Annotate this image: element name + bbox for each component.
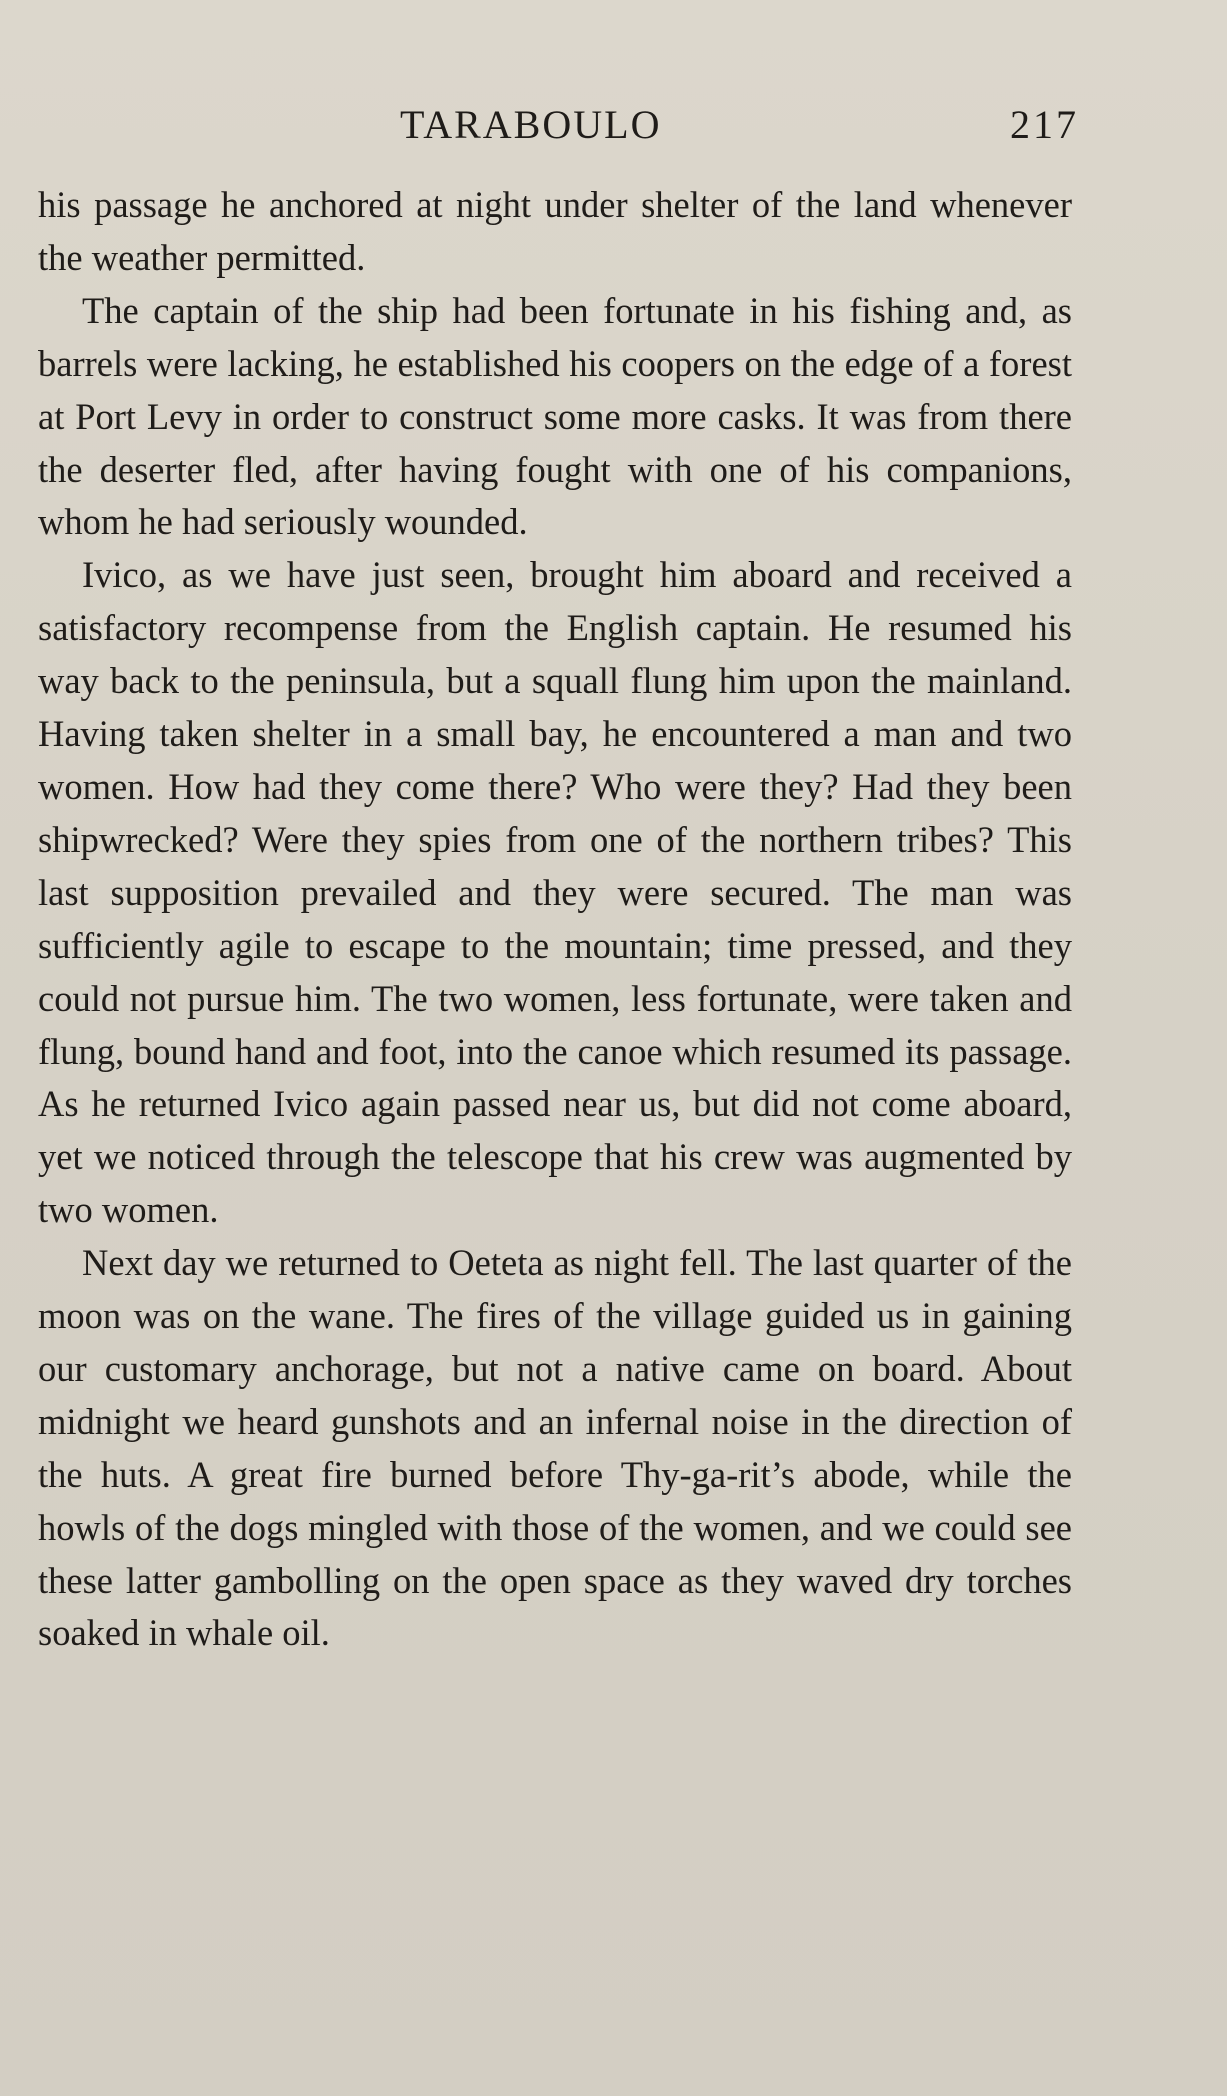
running-title: TARABOULO — [400, 102, 662, 147]
paragraph-4: Next day we returned to Oeteta as night fell. The last quarter of the moon was on the wane. The fires of the village guided us in gaining our customary anchorage, but not a native came on board. About midnight we heard gunshots and an infernal noise in the direction of the huts. A great fire burned before Thy-ga-rit’s abode, while the howls of the dogs mingled with those of the women, and we could see these latter gambolling on the open space as they waved dry torches soaked in whale oil. — [38, 1242, 1072, 1654]
page-number: 217 — [1010, 102, 1079, 147]
body-text — [38, 179, 1072, 1660]
running-head — [0, 100, 1227, 150]
paragraph-1: his passage he anchored at night under shelter of the land whenever the weather permitted. — [38, 184, 1072, 278]
paragraph-3: Ivico, as we have just seen, brought him aboard and received a satisfactory recompense from the English captain. He resumed his way back to the peninsula, but a squall flung him upon the mainland. Having taken shelter in a small bay, he encountered a man and two women. How had they come there? Who were they? Had they been shipwrecked? Were they spies from one of the northern tribes? This last supposition prevailed and they were secured. The man was sufficiently agile to escape to the mountain; time pressed, and they could not pursue him. The two women, less fortunate, were taken and flung, bound hand and foot, into the canoe which resumed its passage. As he returned Ivico again passed near us, but did not come aboard, yet we noticed through the telescope that his crew was augmented by two women. — [38, 554, 1072, 1231]
paragraph-2: The captain of the ship had been fortunate in his fishing and, as barrels were lacking, he established his coopers on the edge of a forest at Port Levy in order to construct some more casks. It was from there the deserter fled, after having fought with one of his companions, whom he had seriously wounded. — [38, 289, 1072, 543]
